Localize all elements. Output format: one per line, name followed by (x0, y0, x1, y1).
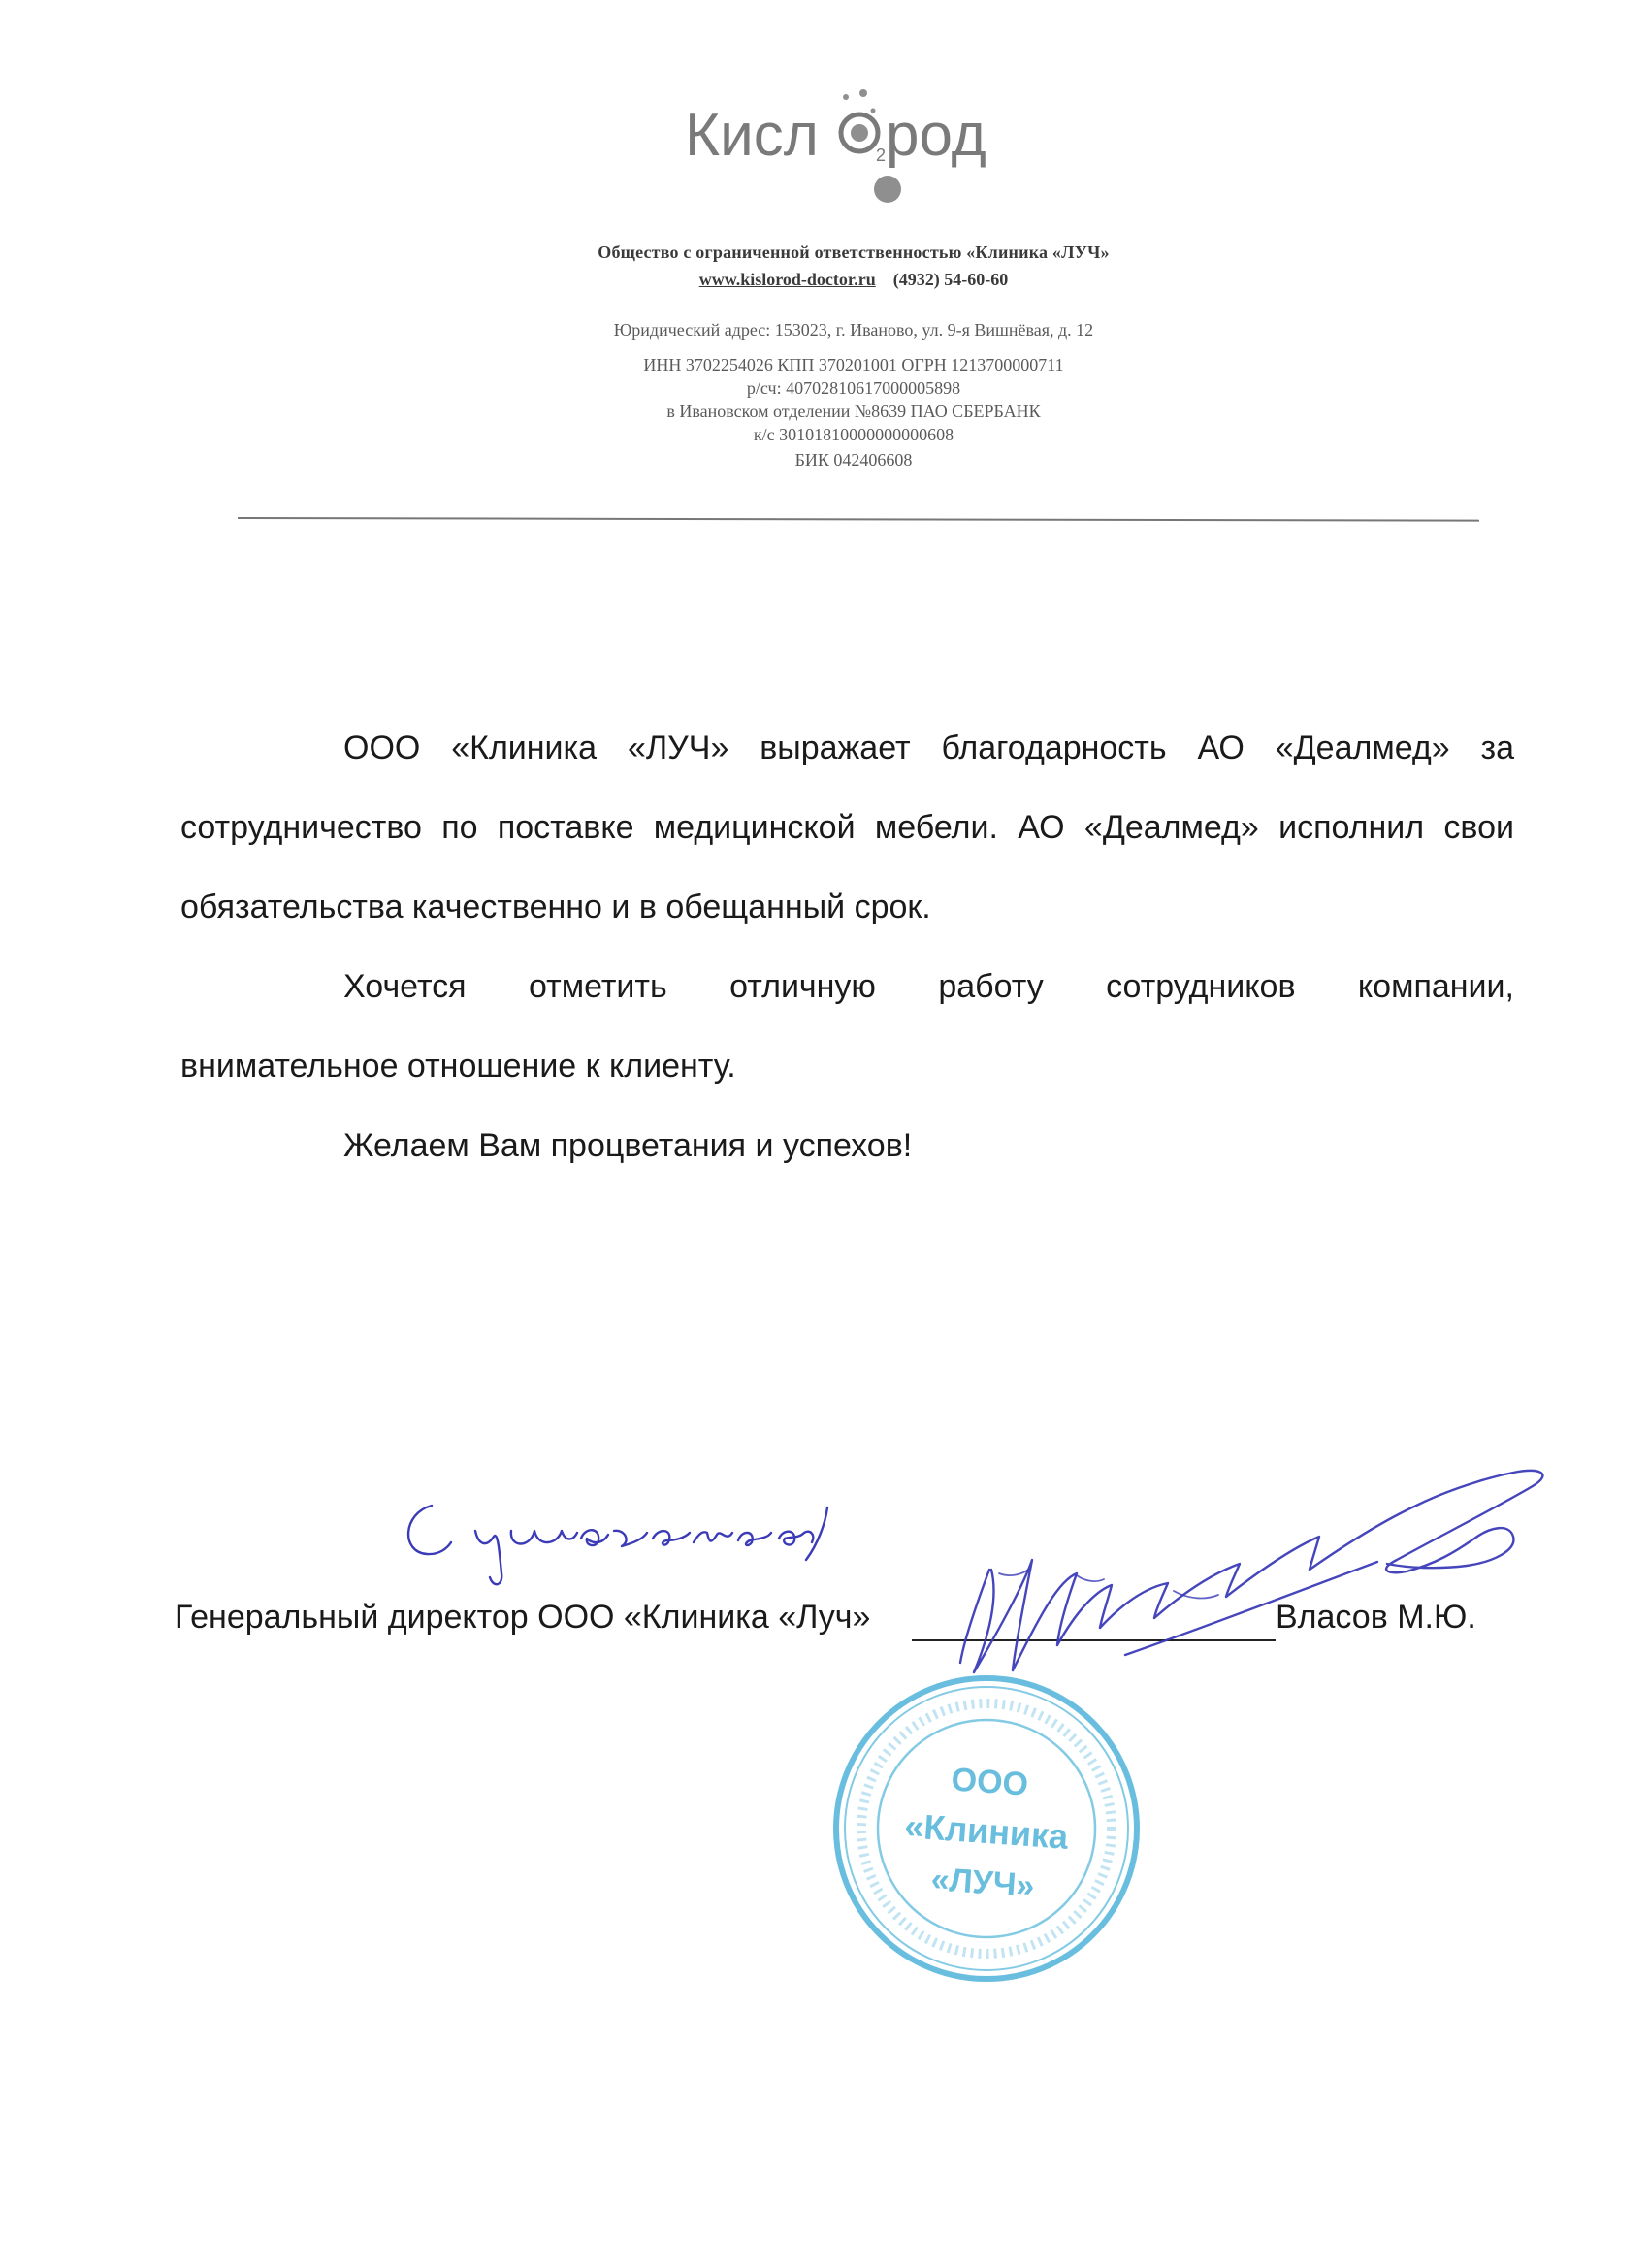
letter-line-2: сотрудничество по поставке медицинской мебели. АО «Деалмед» исполнил свои (180, 809, 1514, 846)
logo-subscript: 2 (876, 146, 887, 165)
signature-ink-stroke (960, 1471, 1542, 1672)
stamp-text-3: «ЛУЧ» (929, 1861, 1036, 1905)
contacts-line (291, 270, 1416, 290)
logo-wordmark-right: род (886, 102, 986, 169)
signature-graphic (931, 1455, 1571, 1707)
letter-line-1: ООО «Клиника «ЛУЧ» выражает благодарность АО «Деалмед» за (343, 729, 1514, 766)
handwritten-signature (931, 1455, 1571, 1707)
organization-stamp (826, 1669, 1147, 1989)
header-divider (238, 517, 1479, 522)
signer-name: Власов М.Ю. (1276, 1599, 1476, 1636)
website-link[interactable]: www.kislorod-doctor.ru (698, 270, 876, 289)
signer-title: Генеральный директор ООО «Клиника «Луч» (175, 1599, 871, 1636)
handwritten-regards (393, 1484, 849, 1591)
logo-bubble-small-2 (859, 89, 867, 97)
letter-line-6: Желаем Вам процветания и успехов! (343, 1127, 913, 1164)
letter-line-5: внимательное отношение к клиенту. (180, 1048, 736, 1085)
organization-name: Общество с ограниченной ответственностью «Клиника «ЛУЧ» (598, 243, 1110, 262)
bank-account: р/сч: 40702810617000005898 (746, 378, 961, 398)
logo-graphic (679, 78, 1067, 213)
kislorod-logo (679, 78, 1067, 213)
stamp-graphic (826, 1669, 1147, 1989)
regards-ink-stroke (408, 1506, 827, 1584)
logo-wordmark-left: Кисл (685, 102, 819, 169)
letter-line-4: Хочется отметить отличную работу сотрудников компании, (343, 968, 1514, 1005)
stamp-text-2: «Клиника (903, 1805, 1070, 1857)
logo-bubble-small-3 (871, 109, 876, 113)
legal-address: Юридический адрес: 153023, г. Иваново, ул. 9-я Вишнёвая, д. 12 (613, 320, 1094, 340)
correspondent-account: к/с 30101810000000000608 (753, 425, 954, 444)
regards-handwriting (393, 1484, 849, 1591)
letter-line-3: обязательства качественно и в обещанный срок. (180, 889, 931, 925)
logo-bubble-large (874, 176, 901, 203)
inn-kpp-ogrn: ИНН 3702254026 КПП 370201001 ОГРН 1213700000711 (643, 355, 1064, 374)
stamp-text-1: ООО (950, 1761, 1030, 1803)
phone-number: (4932) 54-60-60 (892, 270, 1009, 289)
logo-bubble-small-1 (843, 94, 849, 100)
logo-bubble-center (851, 124, 868, 142)
bank-name: в Ивановском отделении №8639 ПАО СБЕРБАНК (666, 402, 1041, 421)
bik-code: БИК 042406608 (794, 450, 913, 470)
